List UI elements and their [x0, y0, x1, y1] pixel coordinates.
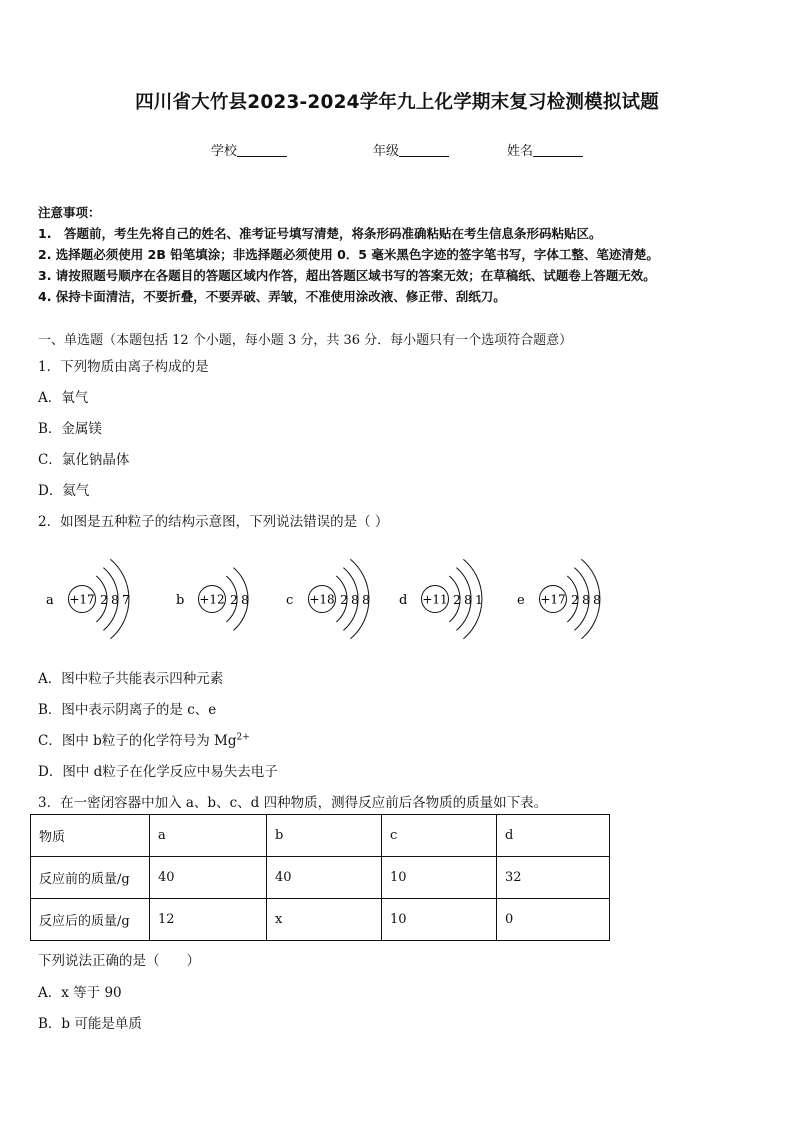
question-2-option-b[interactable]: B．图中表示阴离子的是 c、e [38, 702, 217, 718]
grade-field [373, 140, 449, 159]
table-cell: 0 [497, 899, 610, 941]
table-cell: 反应前的质量/g [31, 857, 150, 899]
note-item: 3. 请按照题号顺序在各题目的答题区域内作答，超出答题区域书写的答案无效；在草稿纸、试题卷上答题无效。 [38, 268, 656, 283]
particle-c [286, 559, 370, 639]
question-3-stem: 3．在一密闭容器中加入 a、b、c、d 四种物质，测得反应前后各物质的质量如下表。 [38, 795, 548, 811]
note-item: 4. 保持卡面清洁，不要折叠，不要弄破、弄皱，不准使用涂改液、修正带、刮纸刀。 [38, 289, 506, 304]
question-3-option-a[interactable]: A．x 等于 90 [38, 985, 122, 1001]
page-title: 四川省大竹县2023-2024学年九上化学期末复习检测模拟试题 [135, 92, 659, 113]
particle-label: d [399, 593, 408, 608]
name-field [507, 140, 583, 159]
particle-e [517, 559, 601, 639]
nucleus-charge: +11 [422, 592, 448, 607]
question-2-option-c[interactable] [38, 729, 250, 749]
table-cell: 物质 [31, 815, 150, 857]
table-cell: 反应后的质量/g [31, 899, 150, 941]
particle-a [46, 559, 130, 639]
shell-electron-count: 2 [340, 592, 348, 607]
table-cell: c [382, 815, 497, 857]
table-cell: 40 [150, 857, 267, 899]
question-1-option-d[interactable]: D．氦气 [38, 483, 90, 499]
ion-charge-superscript: 2+ [236, 732, 250, 743]
school-field [211, 140, 287, 159]
table-cell: x [267, 899, 382, 941]
nucleus-charge: +12 [199, 592, 225, 607]
question-3-option-b[interactable]: B．b 可能是单质 [38, 1016, 142, 1032]
school-blank[interactable] [237, 143, 287, 157]
particle-d [399, 559, 483, 639]
question-1-stem: 1．下列物质由离子构成的是 [38, 359, 209, 375]
name-blank[interactable] [533, 143, 583, 157]
question-2-option-d[interactable]: D．图中 d粒子在化学反应中易失去电子 [38, 764, 278, 780]
table-cell: 10 [382, 899, 497, 941]
notes-heading: 注意事项： [38, 205, 101, 220]
question-2-option-a[interactable]: A．图中粒子共能表示四种元素 [38, 671, 224, 687]
table-cell: 32 [497, 857, 610, 899]
shell-electron-count: 7 [122, 592, 130, 607]
student-info-fields [0, 140, 794, 160]
nucleus-charge: +18 [309, 592, 335, 607]
mass-table [30, 814, 610, 941]
table-cell: a [150, 815, 267, 857]
table-row [31, 899, 610, 941]
table-row [31, 857, 610, 899]
table-cell: 40 [267, 857, 382, 899]
shell-electron-count: 8 [362, 592, 370, 607]
shell-electron-count: 1 [475, 592, 483, 607]
particle-b [176, 568, 249, 631]
school-label: 学校 [211, 144, 238, 159]
table-header-row [31, 815, 610, 857]
note-item: 1. 答题前，考生先将自己的姓名、准考证号填写清楚，将条形码准确粘贴在考生信息条形码粘贴区。 [38, 226, 602, 241]
shell-electron-count: 8 [464, 592, 472, 607]
question-1-option-b[interactable]: B．金属镁 [38, 421, 102, 437]
grade-blank[interactable] [399, 143, 449, 157]
particle-label: b [176, 593, 185, 608]
shell-electron-count: 2 [100, 592, 108, 607]
table-cell: 12 [150, 899, 267, 941]
question-3-prompt: 下列说法正确的是（ ） [38, 953, 200, 969]
table-cell: b [267, 815, 382, 857]
particle-label: a [46, 593, 54, 608]
shell-electron-count: 2 [453, 592, 461, 607]
question-1-option-c[interactable]: C．氯化钠晶体 [38, 452, 130, 468]
particle-structure-diagram [30, 545, 630, 650]
table-cell: d [497, 815, 610, 857]
question-2-stem: 2．如图是五种粒子的结构示意图，下列说法错误的是（ ） [38, 514, 389, 530]
shell-electron-count: 2 [230, 592, 238, 607]
note-item: 2. 选择题必须使用 2B 铅笔填涂；非选择题必须使用 0．5 毫米黑色字迹的签字笔书写，字体工整、笔迹清楚。 [38, 247, 659, 262]
shell-electron-count: 8 [582, 592, 590, 607]
shell-electron-count: 8 [351, 592, 359, 607]
particle-label: c [286, 593, 294, 608]
grade-label: 年级 [373, 144, 400, 159]
shell-electron-count: 8 [111, 592, 119, 607]
question-1-option-a[interactable]: A．氧气 [38, 390, 89, 406]
nucleus-charge: +17 [69, 592, 95, 607]
particle-label: e [517, 593, 525, 608]
shell-electron-count: 8 [593, 592, 601, 607]
option-c-text: C．图中 b粒子的化学符号为 Mg [38, 733, 237, 749]
shell-electron-count: 2 [571, 592, 579, 607]
section-heading: 一、单选题（本题包括 12 个小题，每小题 3 分，共 36 分．每小题只有一个选项符合题意） [38, 333, 573, 348]
name-label: 姓名 [507, 144, 534, 159]
nucleus-charge: +17 [540, 592, 566, 607]
shell-electron-count: 8 [241, 592, 249, 607]
table-cell: 10 [382, 857, 497, 899]
